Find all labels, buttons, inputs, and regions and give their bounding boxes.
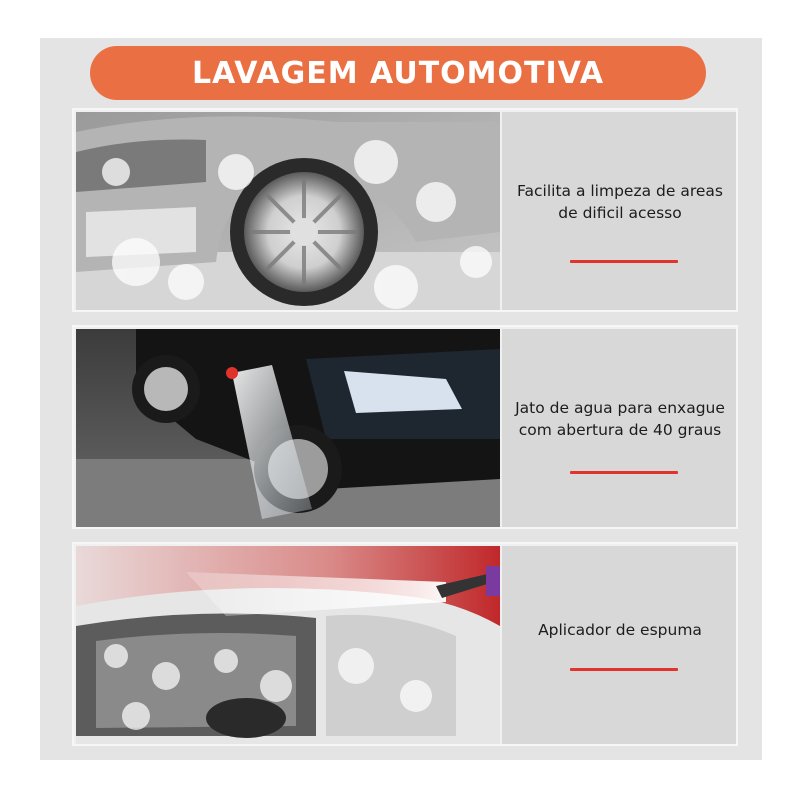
- feature-text-foam: Aplicador de espuma: [538, 621, 702, 639]
- title-banner: [90, 46, 706, 100]
- feature-card-cleaning: [72, 108, 738, 312]
- red-underline: [570, 260, 678, 263]
- page-title: LAVAGEM AUTOMOTIVA: [191, 55, 605, 91]
- feature-text-cleaning: Facilita a limpeza de areas de dificil acesso: [517, 182, 723, 222]
- feature-card-foam: [72, 542, 738, 746]
- red-underline: [570, 668, 678, 671]
- feature-info-cleaning: [502, 112, 738, 310]
- red-underline: [570, 471, 678, 474]
- feature-card-rinse: [72, 325, 738, 529]
- foam-spray-car-image: [76, 546, 500, 744]
- feature-info-foam: [502, 546, 738, 744]
- feature-info-rinse: [502, 329, 738, 527]
- feature-text-rinse: Jato de agua para enxague com abertura de 40 graus: [515, 399, 725, 439]
- foam-car-wheel-image: [76, 112, 500, 310]
- water-jet-car-image: [76, 329, 500, 527]
